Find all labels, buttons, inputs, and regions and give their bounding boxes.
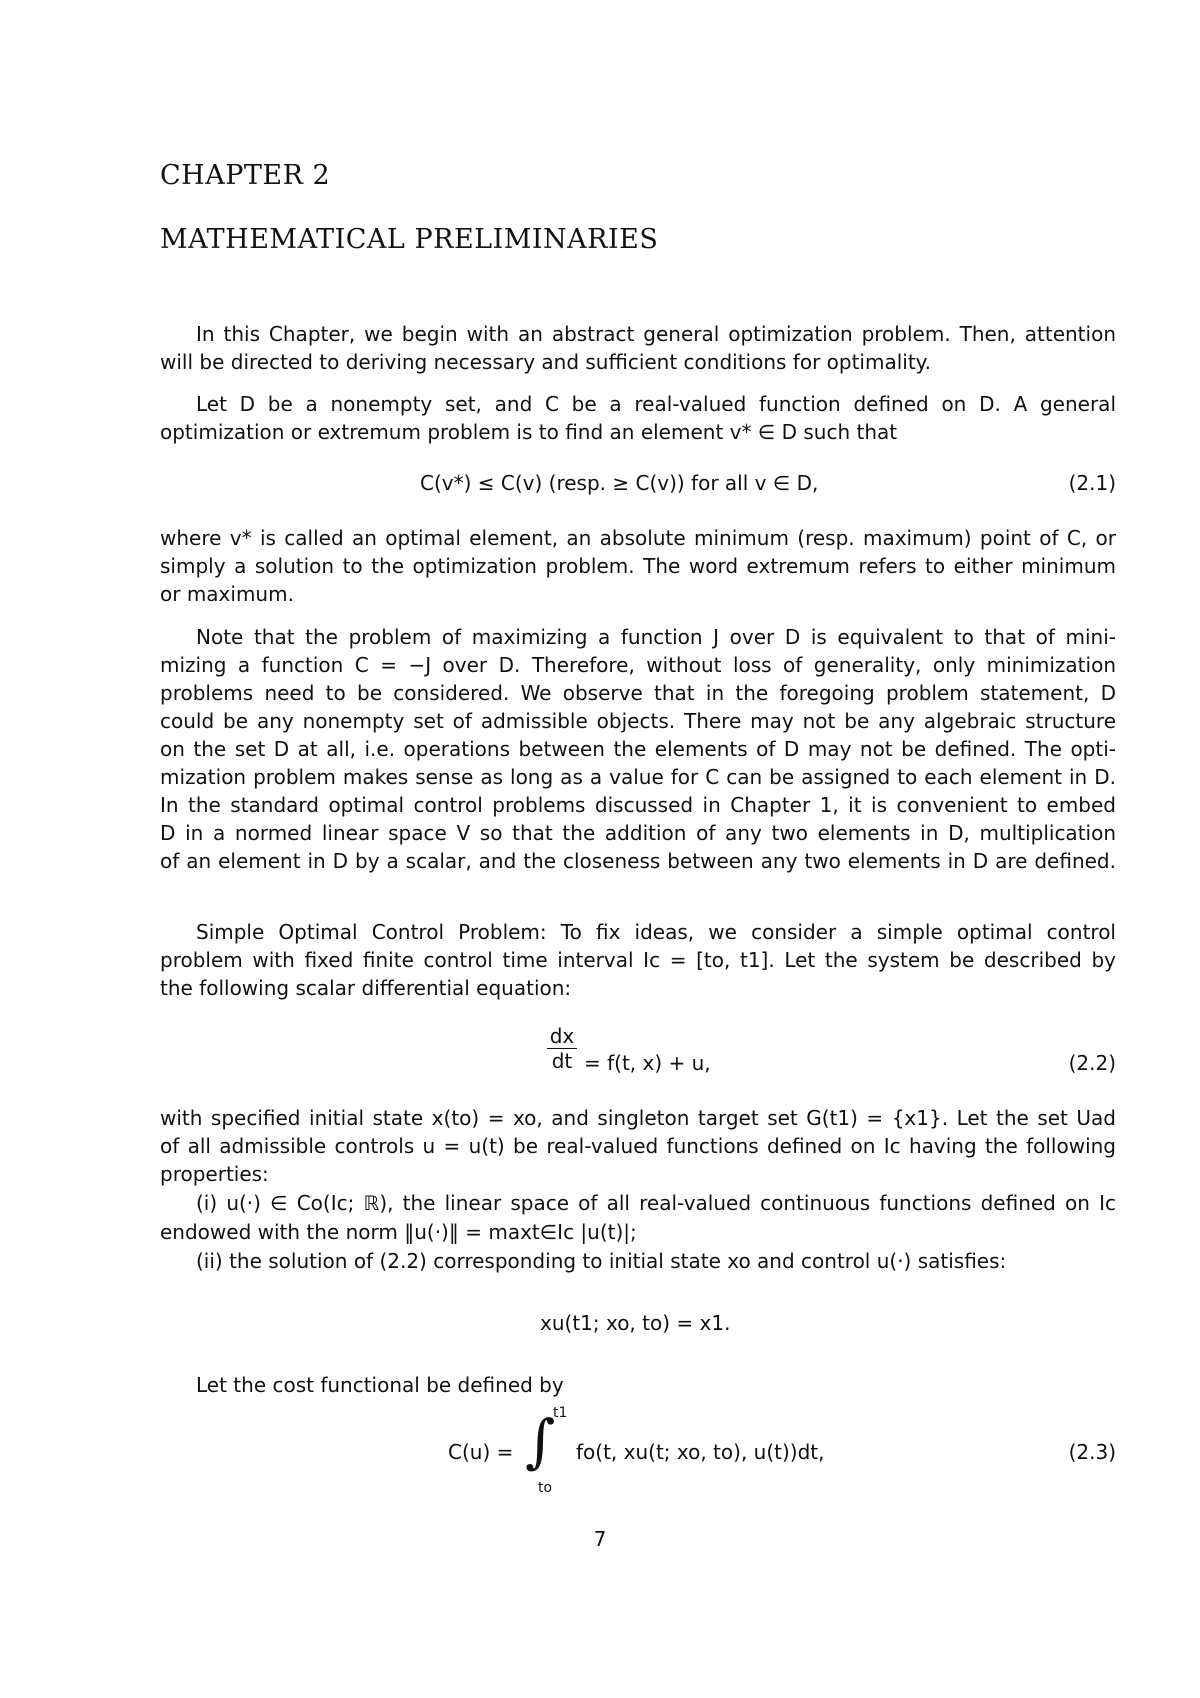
- integral-upper-limit: t1: [553, 1405, 568, 1421]
- body-line: D in a normed linear space V so that the addition of any two elements in D, multiplication: [160, 821, 1116, 845]
- body-line: simply a solution to the optimization problem. The word extremum refers to either minimum: [160, 554, 1116, 578]
- body-line: Simple Optimal Control Problem: To fix ideas, we consider a simple optimal control: [196, 920, 1116, 944]
- equation-number: (2.1): [1068, 471, 1116, 495]
- body-line: on the set D at all, i.e. operations between the elements of D may not be defined. The opti-: [160, 737, 1116, 761]
- equation-2-2-rhs: = f(t, x) + u,: [584, 1051, 711, 1075]
- body-line: In the standard optimal control problems discussed in Chapter 1, it is convenient to embed: [160, 793, 1116, 817]
- body-line: optimization or extremum problem is to find an element v* ∈ D such that: [160, 420, 898, 444]
- body-line: where v* is called an optimal element, an absolute minimum (resp. maximum) point of C, or: [160, 526, 1116, 550]
- body-line: problems need to be considered. We observe that in the foregoing problem statement, D: [160, 681, 1116, 705]
- body-line: Note that the problem of maximizing a function J over D is equivalent to that of mini-: [196, 625, 1116, 649]
- integral-sign: ∫: [525, 1407, 556, 1475]
- chapter-number: CHAPTER 2: [160, 160, 331, 191]
- body-line: or maximum.: [160, 582, 294, 606]
- body-line: of all admissible controls u = u(t) be real-valued functions defined on Ic having the following: [160, 1134, 1116, 1158]
- body-line: (i) u(·) ∈ Co(Ic; ℝ), the linear space of all real-valued continuous functions defined on Ic: [196, 1191, 1116, 1215]
- equation-number: (2.3): [1068, 1440, 1116, 1464]
- state-constraint-equation: xu(t1; xo, to) = x1.: [540, 1311, 731, 1335]
- integral-lower-limit: to: [538, 1480, 553, 1496]
- body-line: endowed with the norm ‖u(·)‖ = maxt∈Ic |u(t)|;: [160, 1220, 637, 1244]
- body-line: mization problem makes sense as long as a value for C can be assigned to each element in D.: [160, 765, 1116, 789]
- body-line: of an element in D by a scalar, and the closeness between any two elements in D are defined.: [160, 849, 1116, 873]
- body-line: (ii) the solution of (2.2) corresponding to initial state xo and control u(·) satisfies:: [196, 1249, 1007, 1273]
- fraction-numerator: dx: [549, 1024, 575, 1048]
- body-line: could be any nonempty set of admissible objects. There may not be any algebraic structure: [160, 709, 1116, 733]
- body-line: Let the cost functional be defined by: [196, 1373, 564, 1397]
- equation-number: (2.2): [1068, 1051, 1116, 1075]
- body-line: will be directed to deriving necessary and sufficient conditions for optimality.: [160, 350, 932, 374]
- equation-2-3-lhs: C(u) =: [448, 1440, 514, 1464]
- body-line: properties:: [160, 1162, 269, 1186]
- equation-2-1: C(v*) ≤ C(v) (resp. ≥ C(v)) for all v ∈ D,: [420, 471, 819, 495]
- body-line: Let D be a nonempty set, and C be a real-valued function defined on D. A general: [196, 392, 1116, 416]
- body-line: the following scalar differential equation:: [160, 976, 572, 1000]
- fraction-denominator: dt: [551, 1049, 573, 1073]
- body-line: with specified initial state x(to) = xo, and singleton target set G(t1) = {x1}. Let the set Uad: [160, 1106, 1116, 1130]
- equation-2-2-fraction: [547, 1024, 577, 1073]
- chapter-title: MATHEMATICAL PRELIMINARIES: [160, 224, 659, 255]
- body-line: problem with fixed finite control time interval Ic = [to, t1]. Let the system be described by: [160, 948, 1116, 972]
- body-line: In this Chapter, we begin with an abstract general optimization problem. Then, attention: [196, 322, 1116, 346]
- page-number: 7: [593, 1527, 607, 1551]
- equation-2-3-rhs: fo(t, xu(t; xo, to), u(t))dt,: [576, 1440, 825, 1464]
- body-line: mizing a function C = −J over D. Therefore, without loss of generality, only minimization: [160, 653, 1116, 677]
